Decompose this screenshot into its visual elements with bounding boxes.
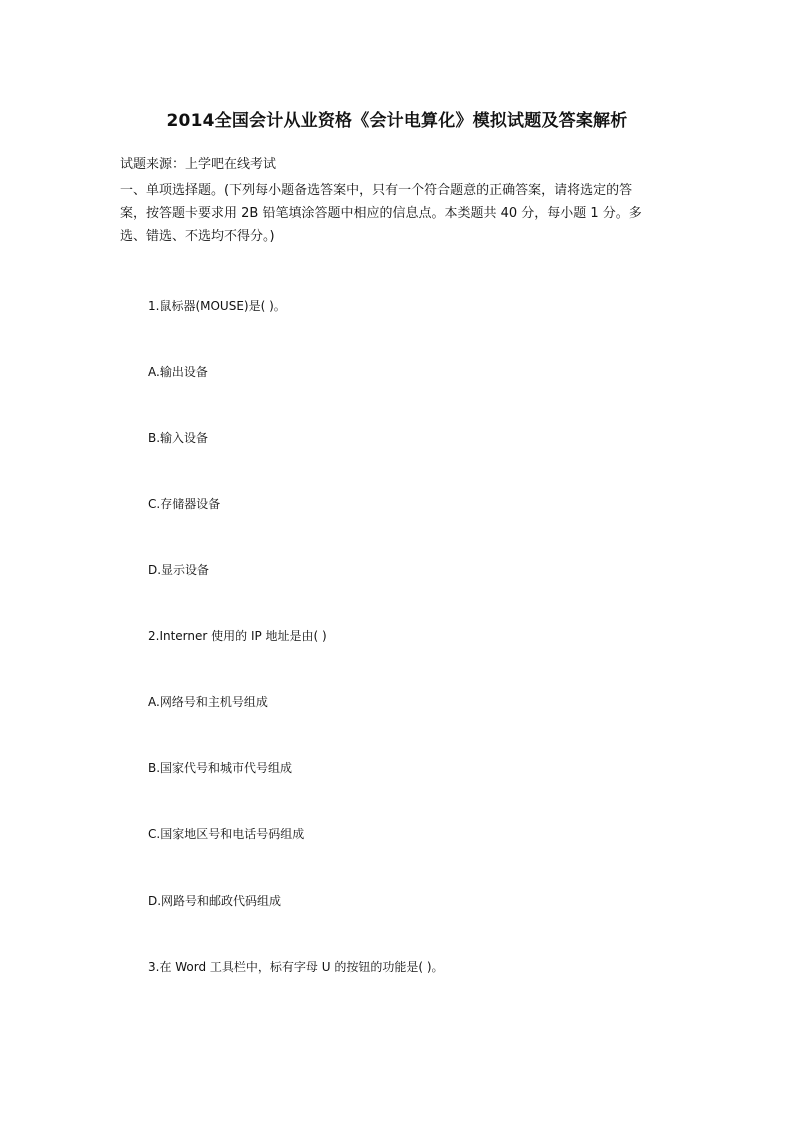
question-2-option-b: B.国家代号和城市代号组成 <box>148 761 293 775</box>
document-title: 2014全国会计从业资格《会计电算化》模拟试题及答案解析 <box>166 111 628 131</box>
instruction-line-3: 选、错选、不选均不得分。) <box>120 229 275 244</box>
instruction-line-2: 案，按答题卡要求用 2B 铅笔填涂答题中相应的信息点。本类题共 40 分，每小题 1 分。多 <box>120 206 642 221</box>
instruction-line-1: 一、单项选择题。(下列每小题备选答案中，只有一个符合题意的正确答案，请将选定的答 <box>120 183 633 198</box>
question-1-option-c: C.存储器设备 <box>148 497 221 511</box>
question-2-option-a: A.网络号和主机号组成 <box>148 695 268 709</box>
question-1-option-b: B.输入设备 <box>148 431 209 445</box>
question-1: 1.鼠标器(MOUSE)是( )。 <box>148 299 286 313</box>
question-1-option-d: D.显示设备 <box>148 563 210 577</box>
question-2-option-d: D.网路号和邮政代码组成 <box>148 894 282 908</box>
question-1-option-a: A.输出设备 <box>148 365 208 379</box>
question-source: 试题来源：上学吧在线考试 <box>120 157 277 172</box>
section-instructions <box>120 179 685 248</box>
question-3: 3.在 Word 工具栏中，标有字母 U 的按钮的功能是( )。 <box>148 960 444 974</box>
question-2-option-c: C.国家地区号和电话号码组成 <box>148 827 305 841</box>
question-2: 2.Interner 使用的 IP 地址是由( ) <box>148 629 327 643</box>
